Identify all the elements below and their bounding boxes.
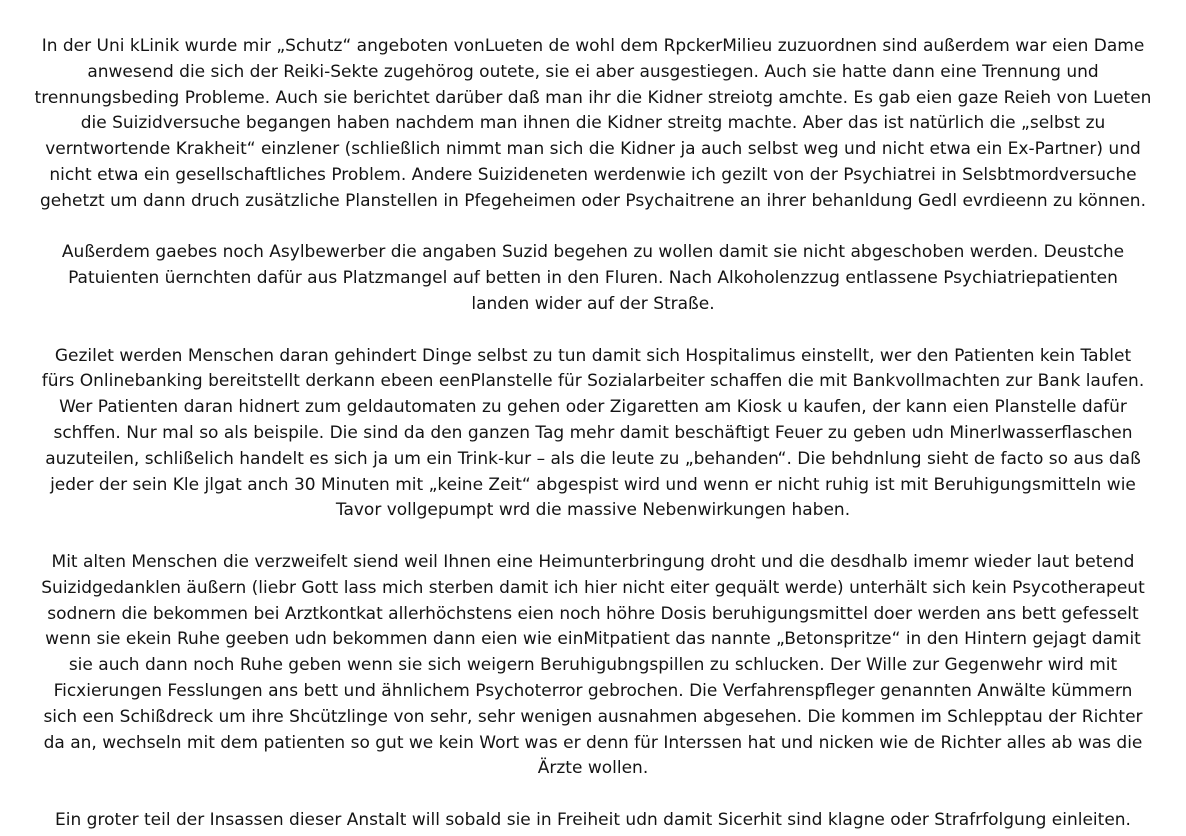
paragraph-asylbewerber (14, 240, 1172, 317)
paragraph-insassen (14, 808, 1172, 834)
text-line: Gezilet werden Menschen daran gehindert Dinge selbst zu tun damit sich Hospitalimus einstellt, wer den Patienten kein Tablet (54, 345, 1132, 366)
text-line: trennungsbeding Probleme. Auch sie berichtet darüber daß man ihr die Kidner streiotg amchte. Es gab eien gaze Reieh von Lueten (34, 87, 1152, 108)
text-line: nicht etwa ein gesellschaftliches Problem. Andere Suizideneten werdenwie ich gezilt von der Psychiatrei in Selsbtmordversuche (49, 164, 1137, 185)
text-line: Patuienten üernchten dafür aus Platzmangel auf betten in den Fluren. Nach Alkoholenzzug entlassene Psychiatriepatienten (68, 268, 1118, 289)
text-line: sodnern die bekommen bei Arztkontkat allerhöchstens eien noch höhre Dosis beruhigungsmittel doer werden ans bett gefesselt (47, 603, 1139, 624)
text-line: da an, wechseln mit dem patienten so gut we kein Wort was er denn für Interssen hat und nicken wie de Richter alles ab was die (43, 732, 1143, 753)
text-line: sie auch dann noch Ruhe geben wenn sie sich weigern Beruhigubngspillen zu schlucken. Der Wille zur Gegenwehr wird mit (68, 655, 1118, 676)
text-line: Ärzte wollen. (537, 758, 649, 779)
text-line: Außerdem gaebes noch Asylbewerber die angaben Suzid begehen zu wollen damit sie nicht abgeschoben werden. Deustche (61, 242, 1125, 263)
text-line: sich een Schißdreck um ihre Shcützlinge von sehr, sehr wenigen ausnahmen abgesehen. Die kommen im Schlepptau der Richter (43, 706, 1143, 727)
text-line: Tavor vollgepumpt wrd die massive Nebenwirkungen haben. (335, 500, 851, 521)
paragraph-alte-menschen (14, 550, 1172, 782)
text-line: Ficxierungen Fesslungen ans bett und ähnlichem Psychoterror gebrochen. Die Verfahrenspfleger genannten Anwälte kümmern (53, 680, 1133, 701)
paragraph-hospitalismus (14, 344, 1172, 525)
text-line: verntwortende Krakheit“ einzlener (schließlich nimmt man sich die Kidner ja auch selbst weg und nicht etwa ein Ex-Partner) und (45, 139, 1141, 160)
text-line: auzuteilen, schlißelich handelt es sich ja um ein Trink-kur – als die leute zu „behanden“. Die behdnlung sieht de facto so aus daß (45, 448, 1141, 469)
text-line: In der Uni kLinik wurde mir „Schutz“ angeboten vonLueten de wohl dem RpckerMilieu zuzuordnen sind außerdem war eien Dame (41, 36, 1145, 56)
text-line: wenn sie ekein Ruhe geeben udn bekommen dann eien wie einMitpatient das nannte „Betonspritze“ in den Hintern gejagt damit (45, 629, 1141, 650)
text-line: schffen. Nur mal so als beispile. Die sind da den ganzen Tag mehr damit beschäftigt Feuer zu geben udn Minerlwasserflaschen (53, 422, 1133, 443)
text-line: landen wider auf der Straße. (471, 293, 715, 314)
text-line: fürs Onlinebanking bereitstellt derkann ebeen eenPlanstelle für Sozialarbeiter schaffen die mit Bankvollmachten zur Bank laufen. (41, 371, 1145, 392)
text-line: Suizidgedanklen äußern (liebr Gott lass mich sterben damit ich hier nicht eiter gequält werde) unterhält sich kein Psycotherapeut (41, 577, 1145, 598)
text-line: Ein groter teil der Insassen dieser Anstalt will sobald sie in Freiheit udn damit Sicerhit sind klagne oder Strafrfolgung einleiten. (55, 809, 1131, 830)
text-line: Mit alten Menschen die verzweifelt siend weil Ihnen eine Heimunterbringung droht und die desdhalb imemr wieder laut betend (51, 551, 1135, 572)
text-line: Wer Patienten daran hidnert zum geldautomaten zu gehen oder Zigaretten am Kiosk u kaufen, der kann eien Planstelle dafür (59, 397, 1127, 418)
text-line: jeder der sein Kle jlgat anch 30 Minuten mit „keine Zeit“ abgespist wird und wenn er nicht ruhig ist mit Beruhigungsmitteln wie (50, 474, 1136, 495)
text-line: gehetzt um dann druch zusätzliche Planstellen in Pfegeheimen oder Psychaitrene an ihrer behanldung Gedl evrdieenn zu können. (39, 190, 1146, 211)
paragraph-uni-klinik (14, 34, 1172, 215)
text-line: die Suizidversuche begangen haben nachdem man ihnen die Kidner streitg machte. Aber das ist natürlich die „selbst zu (80, 113, 1106, 134)
text-line: anwesend die sich der Reiki-Sekte zugehörog outete, sie ei aber ausgestiegen. Auch sie hatte dann eine Trennung und (87, 61, 1099, 82)
